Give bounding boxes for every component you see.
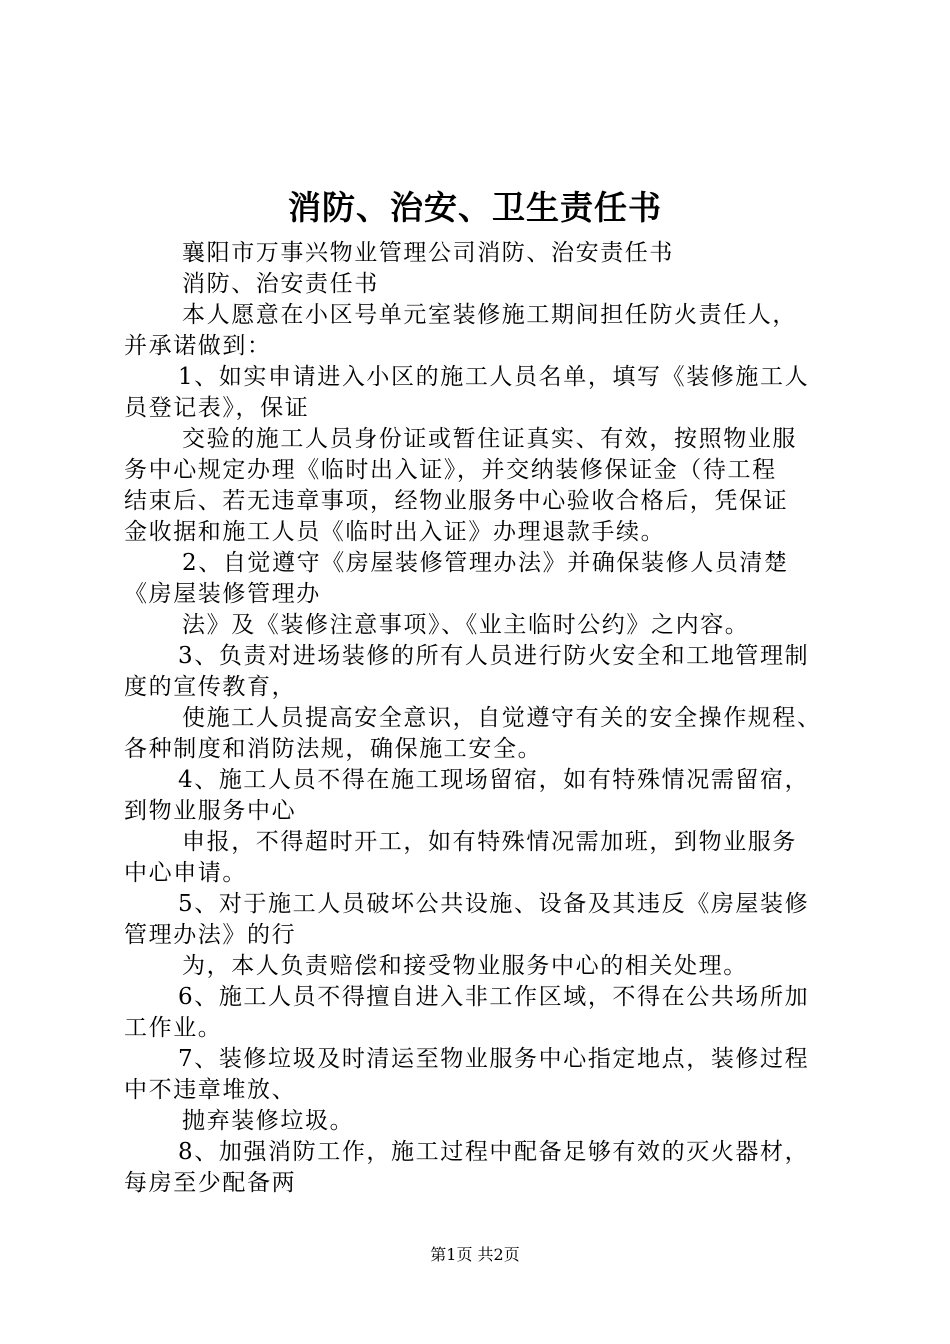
body-line: 8、加强消防工作，施工过程中配备足够有效的灭火器材， (178, 1139, 810, 1165)
body-line: 3、负责对进场装修的所有人员进行防火安全和工地管理制 (178, 643, 810, 669)
body-line: 金收据和施工人员《临时出入证》办理退款手续。 (124, 519, 666, 545)
body-line: 务中心规定办理《临时出入证》，并交纳装修保证金（待工程 (124, 457, 777, 483)
body-line: 到物业服务中心 (124, 798, 297, 824)
body-line: 4、施工人员不得在施工现场留宿，如有特殊情况需留宿， (178, 767, 810, 793)
body-line: 5、对于施工人员破坏公共设施、设备及其违反《房屋装修 (178, 891, 810, 917)
body-line: 申报，不得超时开工，如有特殊情况需加班，到物业服务 (182, 829, 797, 855)
body-line: 并承诺做到： (124, 333, 272, 359)
body-line: 工作业。 (124, 1015, 223, 1041)
body-line: 法》及《装修注意事项》、《业主临时公约》之内容。 (182, 612, 750, 638)
body-line: 结束后、若无违章事项，经物业服务中心验收合格后，凭保证 (124, 488, 789, 514)
document-title: 消防、治安、卫生责任书 (288, 188, 662, 227)
body-line: 度的宣传教育， (124, 674, 297, 700)
body-line: 员登记表》，保证 (124, 395, 310, 421)
body-line: 本人愿意在小区号单元室装修施工期间担任防火责任人， (182, 302, 797, 328)
body-line: 2、自觉遵守《房屋装修管理办法》并确保装修人员清楚 (182, 550, 789, 576)
body-line: 中心申请。 (124, 860, 247, 886)
body-line: 抛弃装修垃圾。 (182, 1108, 355, 1134)
body-line: 1、如实申请进入小区的施工人员名单，填写《装修施工人 (178, 364, 810, 390)
body-line: 襄阳市万事兴物业管理公司消防、治安责任书 (182, 240, 674, 266)
body-line: 每房至少配备两 (124, 1170, 297, 1196)
body-line: 交验的施工人员身份证或暂住证真实、有效，按照物业服 (182, 426, 797, 452)
body-line: 《房屋装修管理办 (124, 581, 321, 607)
body-line: 消防、治安责任书 (182, 271, 379, 297)
body-line: 6、施工人员不得擅自进入非工作区域，不得在公共场所加 (178, 984, 810, 1010)
body-line: 为，本人负责赔偿和接受物业服务中心的相关处理。 (182, 953, 748, 979)
body-line: 中不违章堆放、 (124, 1077, 297, 1103)
body-line: 各种制度和消防法规，确保施工安全。 (124, 736, 543, 762)
body-line: 7、装修垃圾及时清运至物业服务中心指定地点，装修过程 (178, 1046, 810, 1072)
body-line: 使施工人员提高安全意识，自觉遵守有关的安全操作规程、 (182, 705, 822, 731)
page-number-footer: 第1页 共2页 (430, 1245, 520, 1264)
body-line: 管理办法》的行 (124, 922, 297, 948)
